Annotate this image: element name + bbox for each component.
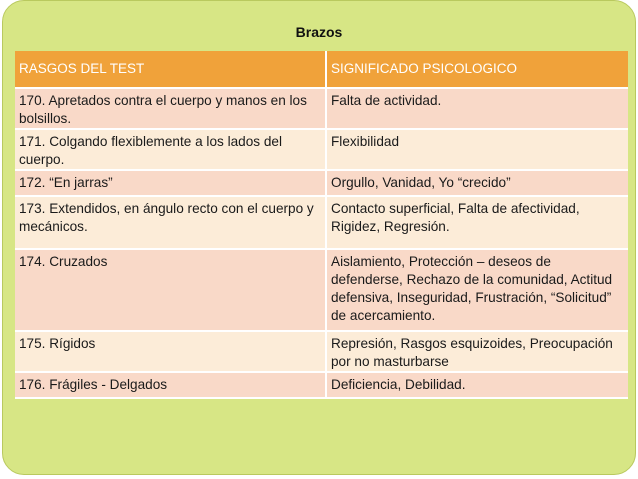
- traits-table: [15, 51, 628, 399]
- trait-cell: 176. Frágiles - Delgados: [15, 372, 326, 398]
- table-row: [15, 249, 628, 331]
- slide-background: [2, 0, 636, 475]
- meaning-cell: Represión, Rasgos esquizoides, Preocupación por no masturbarse: [326, 331, 628, 372]
- table-header-row: [15, 51, 628, 88]
- table-row: [15, 88, 628, 129]
- trait-cell: 174. Cruzados: [15, 249, 326, 331]
- meaning-cell: Deficiencia, Debilidad.: [326, 372, 628, 398]
- meaning-cell: Orgullo, Vanidad, Yo “crecido”: [326, 170, 628, 196]
- header-traits: RASGOS DEL TEST: [15, 51, 326, 88]
- trait-cell: 170. Apretados contra el cuerpo y manos en los bolsillos.: [15, 88, 326, 129]
- table-row: [15, 196, 628, 249]
- table-row: [15, 331, 628, 372]
- trait-cell: 175. Rígidos: [15, 331, 326, 372]
- trait-cell: 171. Colgando flexiblemente a los lados del cuerpo.: [15, 129, 326, 170]
- meaning-cell: Falta de actividad.: [326, 88, 628, 129]
- slide-title: Brazos: [295, 24, 343, 40]
- trait-cell: 173. Extendidos, en ángulo recto con el cuerpo y mecánicos.: [15, 196, 326, 249]
- meaning-cell: Aislamiento, Protección – deseos de defenderse, Rechazo de la comunidad, Actitud defensiva, Inseguridad, Frustración, “Solicitud” de acercamiento.: [326, 249, 628, 331]
- table-row: [15, 170, 628, 196]
- meaning-cell: Flexibilidad: [326, 129, 628, 170]
- meaning-cell: Contacto superficial, Falta de afectividad, Rigidez, Regresión.: [326, 196, 628, 249]
- trait-cell: 172. “En jarras”: [15, 170, 326, 196]
- table-row: [15, 372, 628, 398]
- header-meaning: SIGNIFICADO PSICOLOGICO: [326, 51, 628, 88]
- table-row: [15, 129, 628, 170]
